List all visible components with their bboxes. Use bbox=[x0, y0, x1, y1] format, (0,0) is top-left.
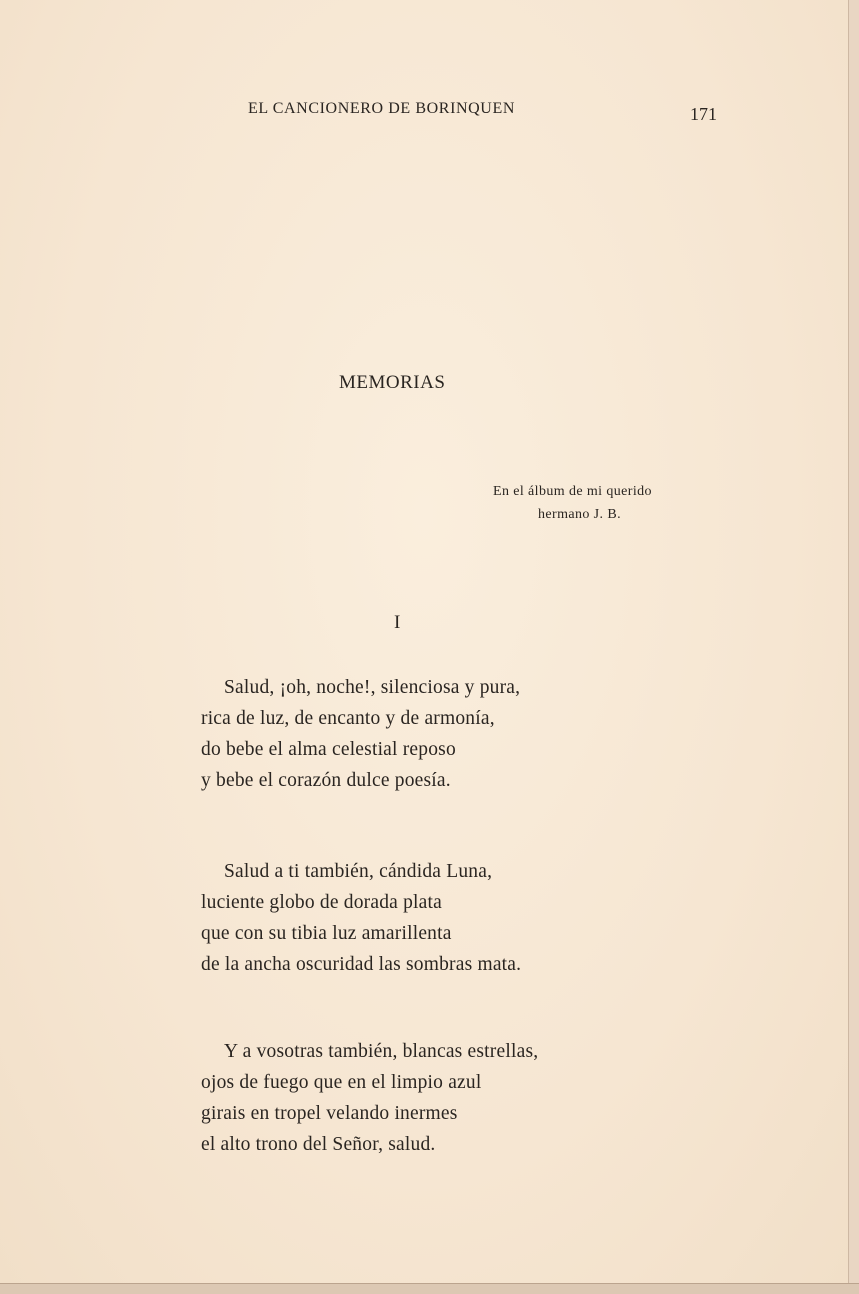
verse-line: do bebe el alma celestial reposo bbox=[201, 739, 456, 760]
verse-line: Salud a ti también, cándida Luna, bbox=[224, 861, 493, 882]
page-edge-right bbox=[848, 0, 859, 1293]
page-edge-bottom bbox=[0, 1283, 859, 1294]
page-number: 171 bbox=[690, 104, 717, 124]
verse-line: que con su tibia luz amarillenta bbox=[201, 923, 452, 944]
stanza bbox=[201, 1036, 538, 1160]
dedication bbox=[493, 480, 652, 526]
verse-line: girais en tropel velando inermes bbox=[201, 1103, 458, 1124]
running-head-title: EL CANCIONERO DE BORINQUEN bbox=[248, 100, 515, 117]
verse-line: Salud, ¡oh, noche!, silenciosa y pura, bbox=[224, 677, 521, 698]
dedication-line-1: En el álbum de mi querido bbox=[493, 484, 652, 499]
dedication-line-2: hermano J. B. bbox=[538, 507, 621, 522]
stanza bbox=[201, 856, 521, 980]
running-head bbox=[0, 100, 848, 126]
verse-line: el alto trono del Señor, salud. bbox=[201, 1134, 436, 1155]
section-numeral: I bbox=[394, 612, 401, 633]
verse-line: ojos de fuego que en el limpio azul bbox=[201, 1072, 482, 1093]
verse-line: de la ancha oscuridad las sombras mata. bbox=[201, 954, 522, 975]
verse-line: luciente globo de dorada plata bbox=[201, 892, 442, 913]
stanza bbox=[201, 672, 520, 796]
poem-title: MEMORIAS bbox=[339, 372, 446, 393]
verse-line: y bebe el corazón dulce poesía. bbox=[201, 770, 451, 791]
verse-line: rica de luz, de encanto y de armonía, bbox=[201, 708, 495, 729]
verse-line: Y a vosotras también, blancas estrellas, bbox=[224, 1041, 539, 1062]
